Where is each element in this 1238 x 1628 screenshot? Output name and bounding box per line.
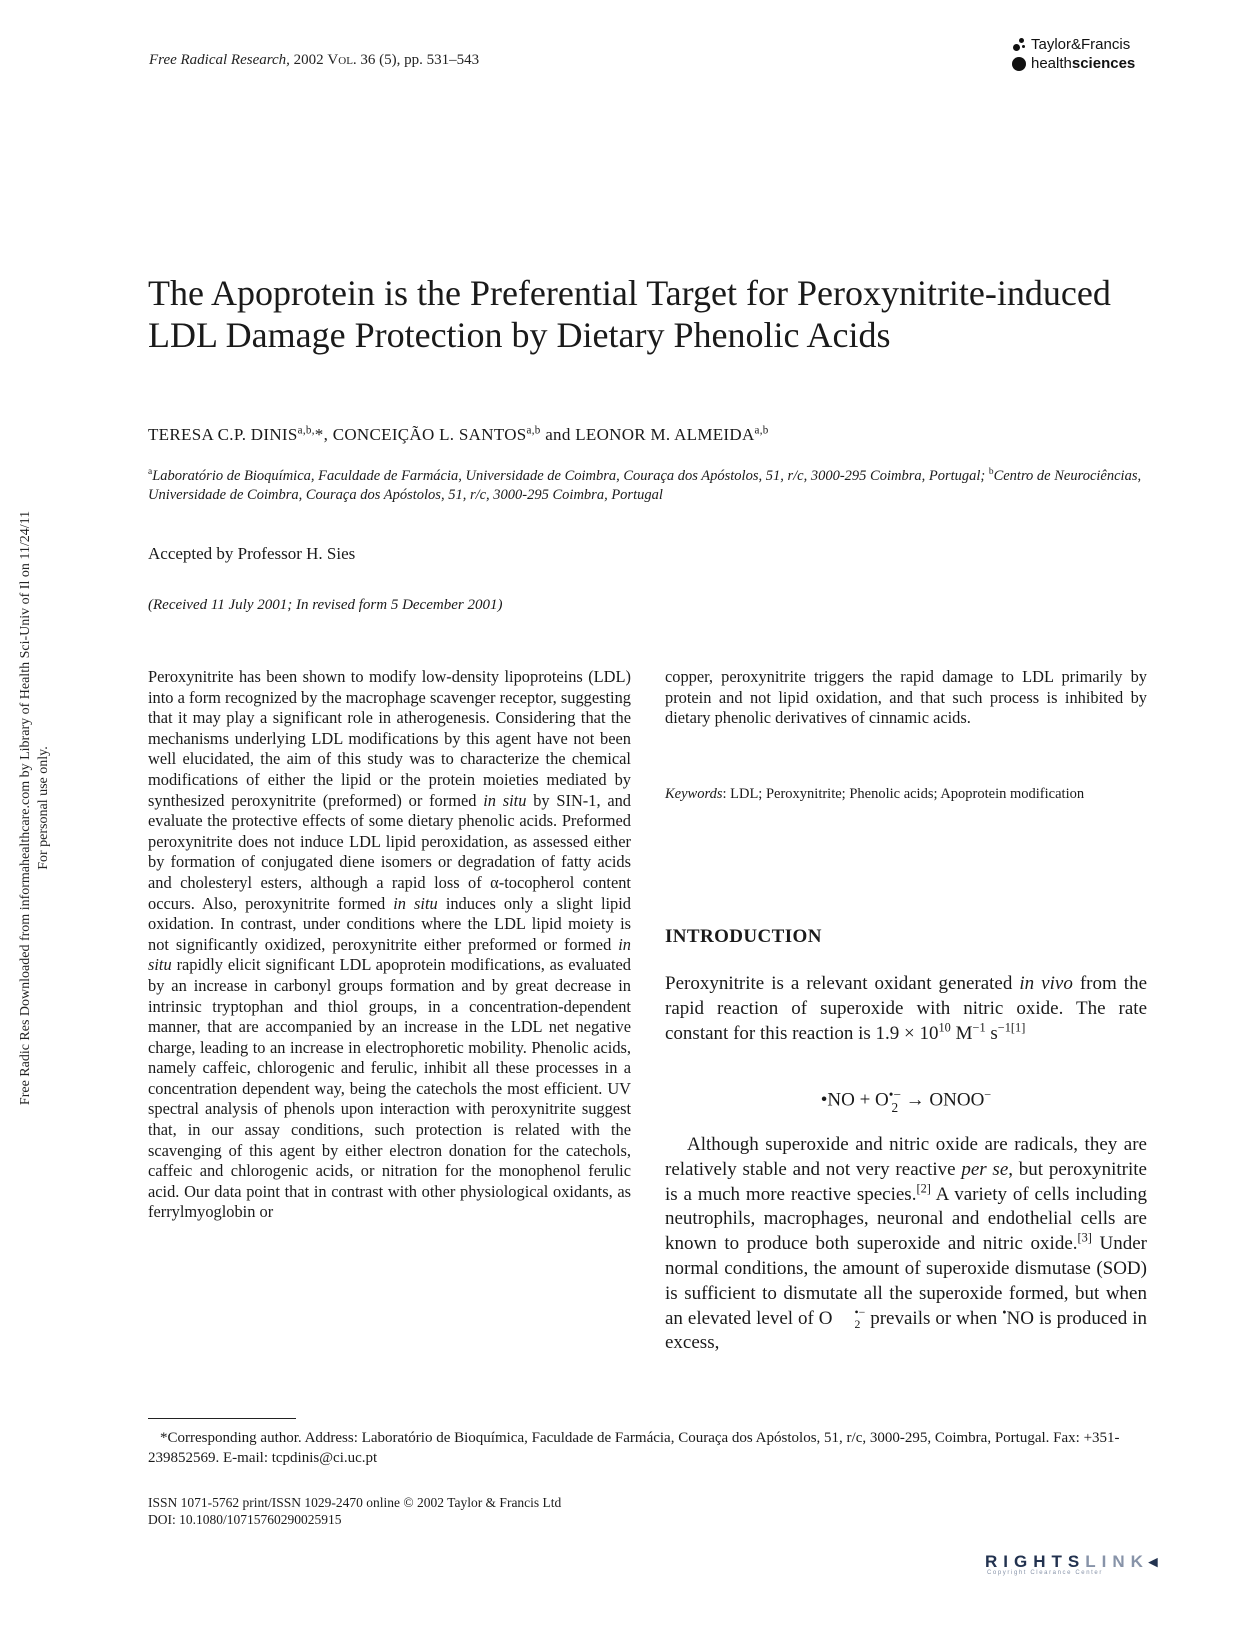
publisher-dots-icon — [1010, 36, 1028, 54]
issn-line: ISSN 1071-5762 print/ISSN 1029-2470 online © 2002 Taylor & Francis Ltd — [148, 1495, 562, 1510]
corresponding-author-footnote: *Corresponding author. Address: Laboratório de Bioquímica, Faculdade de Farmácia, Couraça dos Apóstolos, 51, r/c, 3000-295, Coimbra, Portugal. Fax: +351-239852569. E-mail: tcpdinis@ci.uc.pt — [148, 1430, 1120, 1466]
reaction-equation: •NO + O •− 2 → ONOO− — [820, 1087, 992, 1116]
keywords: Keywords: LDL; Peroxynitrite; Phenolic acids; Apoprotein modification — [665, 786, 1085, 802]
publisher-dot-icon — [1010, 55, 1028, 73]
download-stamp — [17, 463, 53, 1153]
journal-year: 2002 — [293, 52, 324, 68]
publisher-logo — [1010, 35, 1170, 73]
volume-info: 36 (5), pp. 531–543 — [360, 52, 480, 68]
affiliations: $^a$Laboratório de Bioquímica, Faculdade de Farmácia, Universidade de Coimbra, Couraça dos Apóstolos, 51, r/c, 3000-295 Coimbra, Portugal; $^b$Centro de Neurociências, Universidade de Coimbra, Couraça dos Apóstolos, 51, r/c, 3000-295 Coimbra, Portugal — [148, 467, 1142, 503]
download-stamp-line1: Free Radic Res Downloaded from informahealthcare.com by Library of Health Sci-Univ of Il on 11/24/11 — [18, 510, 33, 1106]
author-list: TERESA C.P. $DINIS^{a,b,}*$, CONCEIÇÃO L. SANTOS$^{a,b}$ and LEONOR M. ALMEIDA$^{a,b}$ — [148, 424, 769, 444]
introduction-paragraph-1: Peroxynitrite is a relevant oxidant generated in vivo from the rapid reaction of superoxide with nitric oxide. The rate constant for this reaction is $1.9 \times 10^{10}$ $M^{-1}$ $s^{-1[1]}$ — [665, 973, 1147, 1044]
publisher-division: healthsciences — [1031, 55, 1136, 72]
author-name: TERESA C.P. DINIS — [148, 425, 298, 444]
download-stamp-line2: For personal use only. — [36, 746, 51, 870]
journal-name: Free Radical Research — [149, 52, 287, 68]
accepted-by: Accepted by Professor H. Sies — [148, 544, 356, 563]
footnote-divider — [148, 1418, 296, 1419]
rightslink-arrow-icon: ◂ — [1148, 1552, 1158, 1571]
issn-doi — [148, 1494, 561, 1528]
abstract-continuation: copper, peroxynitrite triggers the rapid damage to LDL primarily by protein and not lipid oxidation, and that such process is inhibited by dietary phenolic derivatives of cinnamic acids. — [665, 667, 1147, 728]
publisher-name: Taylor&Francis — [1031, 36, 1131, 53]
author-name: LEONOR M. ALMEIDA — [575, 425, 755, 444]
volume-label: Vol. — [327, 52, 357, 68]
journal-citation: Free Radical Research, 2002 Vol. 36 (5), pp. 531–543 — [149, 52, 480, 68]
rightslink-logo: RIGHTSLINK◂ Copyright Clearance Center — [985, 1552, 1158, 1576]
article-title: The Apoprotein is the Preferential Target for Peroxynitrite-induced LDL Damage Protection by Dietary Phenolic Acids — [148, 273, 1111, 355]
received-dates: (Received 11 July 2001; In revised form 5 December 2001) — [148, 597, 503, 613]
section-heading-introduction: INTRODUCTION — [665, 926, 822, 947]
introduction-paragraph-2: Although superoxide and nitric oxide are radicals, they are relatively stable and not very reactive per se, but peroxynitrite is a much more reactive species.[2] A variety of cells including neutrophils, macrophages, neuronal and endothelial cells are known to produce both superoxide and nitric oxide.[3] Under normal conditions, the amount of superoxide dismutase (SOD) is sufficient to dismutate all the superoxide formed, but when an elevated level of O •− 2 prevails or when •NO is produced in excess, — [665, 1134, 1148, 1354]
author-name: CONCEIÇÃO L. SANTOS — [332, 425, 527, 444]
doi-line: DOI: 10.1080/10715760290025915 — [148, 1512, 342, 1527]
abstract-text: Peroxynitrite has been shown to modify low-density lipoproteins (LDL) into a form recognized by the macrophage scavenger receptor, suggesting that it may play a significant role in atherogenesis. Considering that the mechanisms underlying LDL modifications by this agent have not been well elucidated, the aim of this study was to characterize the chemical modifications of either the lipid or the protein moieties mediated by synthesized peroxynitrite (preformed) or formed in situ by SIN-1, and evaluate the protective effects of some dietary phenolic acids. Preformed peroxynitrite does not induce LDL lipid peroxidation, as assessed either by formation of conjugated diene isomers or degradation of fatty acids and cholesteryl esters, although a rapid loss of α-tocopherol content occurs. Also, peroxynitrite formed in situ induces only a slight lipid oxidation. In contrast, under conditions where the LDL lipid moiety is not significantly oxidized, peroxynitrite either preformed or formed in situ rapidly elicit significant LDL apoprotein modifications, as evaluated by an increase in carbonyl groups formation and by great decrease in intrinsic tryptophan and thiol groups, in a concentration-dependent manner, that are accompanied by an increase in the LDL net negative charge, leading to an increase in electrophoretic mobility. Phenolic acids, namely caffeic, chlorogenic and ferulic, inhibit all these processes in a concentration dependent way, being the catechols the most efficient. UV spectral analysis of phenols upon interaction with peroxynitrite suggest that, in our assay conditions, such protection is related with the scavenging of this agent by either electron donation for the catechols, caffeic and chlorogenic acids, or nitration for the monophenol ferulic acid. Our data point that in contrast with other physiological oxidants, as ferrylmyoglobin or — [148, 667, 631, 1222]
